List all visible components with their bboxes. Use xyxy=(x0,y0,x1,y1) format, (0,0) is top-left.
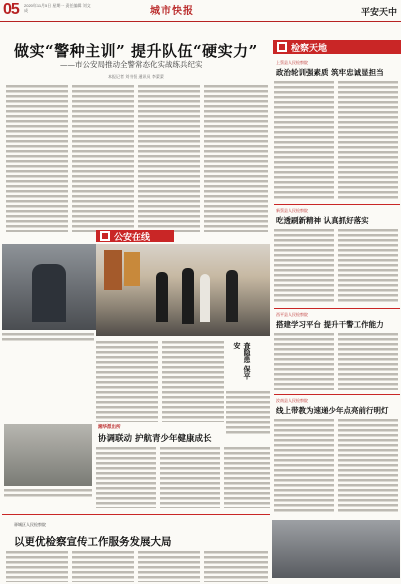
story-body-col-1 xyxy=(96,446,156,508)
vertical-caption xyxy=(226,390,270,434)
date-line: 2020年11月5日 星期一 责任编辑 刘文成 xyxy=(24,3,91,13)
bottom-body-col-3 xyxy=(138,550,200,582)
item-body xyxy=(274,228,334,304)
divider xyxy=(274,204,400,205)
bottom-headline: 以更优检察宣传工作服务发展大局 xyxy=(14,536,172,548)
photo-sign xyxy=(104,250,122,290)
photo-sign xyxy=(124,252,140,286)
bottom-kicker: 驿城区人民检察院 xyxy=(14,522,46,527)
vertical-title: 查隐患 保平安 xyxy=(233,342,252,380)
item-kicker: 西平县人民检察院 xyxy=(276,312,308,317)
item-body xyxy=(338,418,398,514)
photo-students xyxy=(4,424,92,486)
item-body xyxy=(338,80,398,200)
photo-person xyxy=(182,268,194,324)
story-body-col-2 xyxy=(160,446,220,508)
panel-icon xyxy=(100,231,110,241)
item-body xyxy=(338,332,398,390)
item-body xyxy=(274,80,334,200)
item-body xyxy=(274,332,334,390)
lead-subhead: ——市公安局推动全警常态化实战练兵纪实 xyxy=(60,60,203,69)
photo-person xyxy=(32,264,66,322)
photo-caption xyxy=(4,488,92,498)
story-kicker: 湘华派出所 xyxy=(98,424,121,429)
middle-body-col-2 xyxy=(162,340,224,422)
item-body xyxy=(274,418,334,514)
panel-title: 公安在线 xyxy=(114,231,151,242)
photo-person xyxy=(156,272,168,322)
page-number: 05 xyxy=(3,1,19,18)
divider xyxy=(2,514,270,515)
bottom-body-col-4 xyxy=(204,550,268,582)
item-title: 政治轮训强素质 筑牢忠诚显担当 xyxy=(276,68,384,77)
photo-person xyxy=(200,274,210,322)
newspaper-logo: 城市快报 xyxy=(150,6,194,17)
item-title: 吃透刷新精神 认真抓好落实 xyxy=(276,216,369,225)
lead-body-col-4 xyxy=(204,84,268,232)
item-body xyxy=(338,228,398,304)
bottom-body-col-2 xyxy=(72,550,134,582)
photo-caption xyxy=(2,332,94,342)
lead-body-col-1 xyxy=(6,84,68,232)
item-title: 线上带教为速递少年点亮前行明灯 xyxy=(276,406,389,415)
item-kicker: 新蔡县人民检察院 xyxy=(276,208,308,213)
panel-header-police xyxy=(96,230,174,242)
panel-title: 检察天地 xyxy=(291,42,328,53)
item-title: 搭建学习平台 提升干警工作能力 xyxy=(276,320,384,329)
story-title: 协调联动 护航青少年健康成长 xyxy=(98,434,212,444)
lead-byline: 本报记者 刘书恒 通讯员 李蒙蒙 xyxy=(108,74,164,79)
lead-body-col-2 xyxy=(72,84,134,232)
photo-officer xyxy=(2,244,96,330)
photo-meeting xyxy=(272,520,400,578)
divider xyxy=(274,308,400,309)
divider xyxy=(274,394,400,395)
bottom-body-col-1 xyxy=(6,550,68,582)
story-body-col-3 xyxy=(224,446,270,508)
photo-shop-inspection xyxy=(96,244,270,336)
lead-headline: 做实“警种主训” 提升队伍“硬实力” xyxy=(14,42,258,60)
panel-header-procuratorate xyxy=(273,40,401,54)
middle-body-col-1 xyxy=(96,340,158,422)
panel-icon xyxy=(277,42,287,52)
item-kicker: 上蔡县人民检察院 xyxy=(276,60,308,65)
item-kicker: 汝南县人民检察院 xyxy=(276,398,308,403)
section-name: 平安天中 xyxy=(360,7,397,17)
lead-body-col-3 xyxy=(138,84,200,232)
photo-person xyxy=(226,270,238,322)
